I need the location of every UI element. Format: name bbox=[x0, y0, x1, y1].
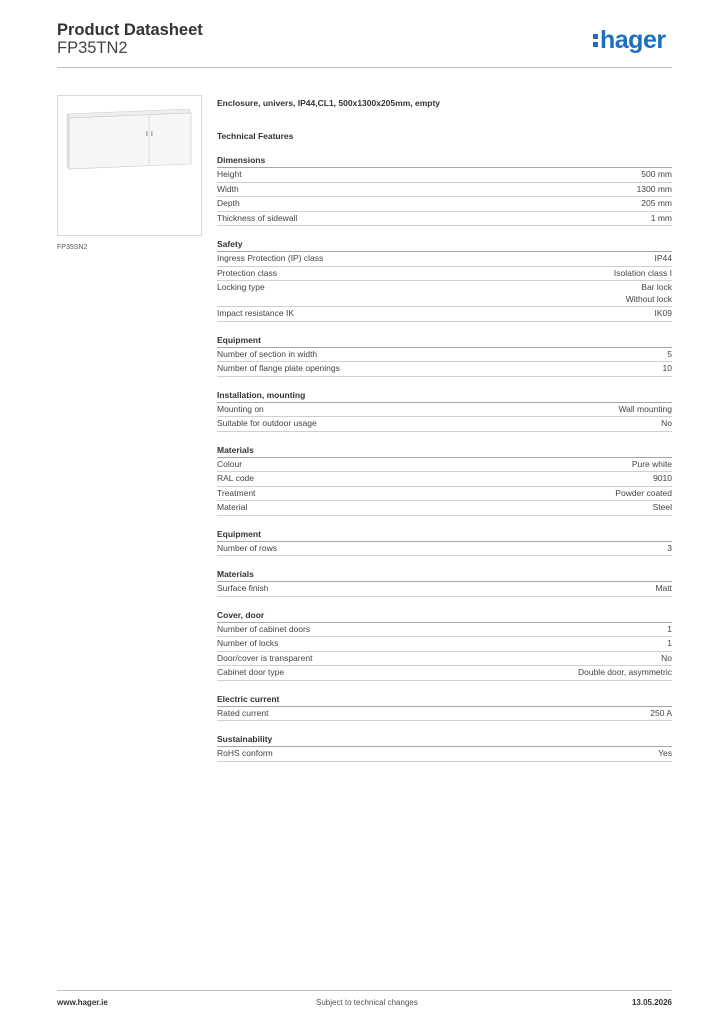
feature-label: Treatment bbox=[217, 487, 256, 498]
feature-value-line: 5 bbox=[667, 348, 672, 359]
product-description: Enclosure, univers, IP44,CL1, 500x1300x205mm, empty bbox=[217, 98, 441, 108]
image-caption: FP35SN2 bbox=[57, 244, 88, 251]
technical-features-title: Technical Features bbox=[217, 131, 294, 141]
feature-row bbox=[217, 666, 672, 681]
feature-row bbox=[217, 542, 672, 557]
feature-value bbox=[641, 169, 672, 181]
feature-row bbox=[217, 472, 672, 487]
feature-value bbox=[667, 624, 672, 636]
feature-row bbox=[217, 501, 672, 516]
feature-section bbox=[217, 528, 672, 557]
feature-row bbox=[217, 458, 672, 473]
feature-value-line: Bar lock bbox=[641, 282, 672, 292]
section-title: Equipment bbox=[217, 334, 672, 348]
feature-value bbox=[663, 363, 672, 375]
feature-sections bbox=[217, 154, 672, 762]
feature-label: Height bbox=[217, 169, 242, 179]
feature-value bbox=[655, 583, 672, 595]
feature-value-line: IP44 bbox=[654, 253, 672, 263]
feature-label: Thickness of sidewall bbox=[217, 212, 298, 223]
feature-label: RAL code bbox=[217, 473, 255, 483]
feature-value-line: 205 mm bbox=[641, 198, 672, 208]
feature-value-line: No bbox=[661, 652, 672, 663]
feature-value-line: 10 bbox=[662, 363, 672, 373]
feature-value bbox=[578, 667, 672, 679]
feature-section bbox=[217, 238, 672, 322]
feature-section bbox=[217, 154, 672, 226]
feature-section bbox=[217, 693, 672, 722]
footer-website[interactable]: www.hager.ie bbox=[57, 998, 108, 1007]
feature-value bbox=[667, 349, 672, 361]
feature-label: Number of flange plate openings bbox=[217, 363, 340, 373]
feature-value bbox=[661, 418, 672, 430]
feature-value bbox=[667, 638, 672, 650]
feature-row bbox=[217, 582, 672, 597]
feature-label: Number of section in width bbox=[217, 348, 318, 359]
header-title: Product Datasheet bbox=[57, 21, 203, 39]
feature-row bbox=[217, 403, 672, 418]
feature-label: Material bbox=[217, 502, 248, 512]
feature-value bbox=[655, 253, 673, 265]
section-title: Electric current bbox=[217, 693, 672, 707]
feature-section bbox=[217, 568, 672, 597]
feature-value-line: Without lock bbox=[625, 293, 672, 304]
feature-row bbox=[217, 197, 672, 212]
feature-label: Rated current bbox=[217, 707, 269, 718]
feature-row bbox=[217, 267, 672, 282]
product-code: FP35TN2 bbox=[57, 39, 128, 57]
feature-label: Ingress Protection (IP) class bbox=[217, 253, 324, 263]
feature-value-line: Powder coated bbox=[615, 487, 672, 498]
feature-section bbox=[217, 733, 672, 762]
footer-divider bbox=[57, 990, 672, 991]
feature-value-line: Yes bbox=[658, 748, 672, 758]
feature-value-line: 3 bbox=[667, 542, 672, 553]
feature-value-line: 1 bbox=[667, 638, 672, 648]
feature-value bbox=[653, 473, 672, 485]
feature-row bbox=[217, 652, 672, 667]
product-image bbox=[57, 95, 202, 236]
feature-label: Colour bbox=[217, 458, 243, 469]
feature-value bbox=[637, 184, 672, 196]
feature-label: Suitable for outdoor usage bbox=[217, 418, 317, 428]
feature-row bbox=[217, 348, 672, 363]
feature-label: Surface finish bbox=[217, 583, 269, 593]
hager-logo[interactable] bbox=[593, 26, 666, 55]
feature-value bbox=[653, 502, 672, 514]
feature-row bbox=[217, 168, 672, 183]
feature-row bbox=[217, 637, 672, 652]
feature-value-line: 1 mm bbox=[650, 212, 672, 223]
feature-section bbox=[217, 389, 672, 432]
feature-label: Mounting on bbox=[217, 403, 264, 414]
feature-row bbox=[217, 281, 672, 307]
feature-value bbox=[626, 282, 672, 305]
section-title: Safety bbox=[217, 238, 672, 252]
feature-value bbox=[667, 543, 672, 555]
feature-value-line: 250 A bbox=[650, 707, 672, 718]
section-title: Installation, mounting bbox=[217, 389, 672, 403]
feature-section bbox=[217, 609, 672, 681]
feature-row bbox=[217, 252, 672, 267]
feature-value bbox=[651, 213, 672, 225]
feature-label: Number of rows bbox=[217, 542, 277, 553]
feature-value-line: Pure white bbox=[631, 458, 672, 469]
header-divider bbox=[57, 67, 672, 68]
feature-row bbox=[217, 212, 672, 227]
footer-date: 13.05.2026 bbox=[631, 998, 672, 1007]
feature-value-line: 1300 mm bbox=[636, 183, 672, 194]
feature-value bbox=[632, 459, 672, 471]
technical-content bbox=[217, 96, 672, 762]
feature-value bbox=[614, 268, 672, 280]
feature-section bbox=[217, 444, 672, 516]
feature-row bbox=[217, 183, 672, 198]
feature-label: Impact resistance IK bbox=[217, 308, 295, 318]
feature-row bbox=[217, 487, 672, 502]
feature-value bbox=[618, 404, 672, 416]
enclosure-image bbox=[63, 106, 193, 172]
section-title: Cover, door bbox=[217, 609, 672, 623]
section-title: Equipment bbox=[217, 528, 672, 542]
feature-value-line: Wall mounting bbox=[618, 403, 672, 414]
feature-label: Locking type bbox=[217, 282, 265, 292]
feature-section bbox=[217, 334, 672, 377]
feature-label: Protection class bbox=[217, 267, 277, 278]
feature-value-line: 1 bbox=[667, 623, 672, 634]
feature-label: RoHS conform bbox=[217, 748, 273, 758]
feature-row bbox=[217, 623, 672, 638]
feature-value-line: Steel bbox=[652, 502, 672, 512]
feature-value bbox=[658, 748, 672, 760]
feature-value-line: IK09 bbox=[654, 308, 672, 318]
feature-row bbox=[217, 417, 672, 432]
feature-value-line: Isolation class I bbox=[613, 267, 672, 278]
feature-value bbox=[650, 708, 672, 720]
feature-label: Number of cabinet doors bbox=[217, 623, 311, 634]
feature-row bbox=[217, 747, 672, 762]
feature-label: Number of locks bbox=[217, 638, 279, 648]
section-title: Materials bbox=[217, 568, 672, 582]
logo-text: hager bbox=[600, 26, 666, 54]
feature-row bbox=[217, 307, 672, 322]
feature-value-line: 9010 bbox=[653, 473, 672, 483]
section-title: Dimensions bbox=[217, 154, 672, 168]
feature-value bbox=[615, 488, 672, 500]
feature-row bbox=[217, 362, 672, 377]
section-title: Sustainability bbox=[217, 733, 672, 747]
feature-value-line: No bbox=[661, 418, 672, 428]
feature-row bbox=[217, 707, 672, 722]
feature-value-line: 500 mm bbox=[641, 169, 672, 179]
feature-label: Door/cover is transparent bbox=[217, 652, 313, 663]
feature-value bbox=[661, 653, 672, 665]
feature-value-line: Matt bbox=[655, 583, 672, 593]
feature-value bbox=[641, 198, 672, 210]
footer-notice: Subject to technical changes bbox=[316, 998, 418, 1007]
feature-label: Cabinet door type bbox=[217, 667, 285, 677]
feature-label: Depth bbox=[217, 198, 240, 208]
feature-label: Width bbox=[217, 183, 239, 194]
feature-value bbox=[655, 308, 673, 320]
feature-value-line: Double door, asymmetric bbox=[577, 667, 672, 677]
section-title: Materials bbox=[217, 444, 672, 458]
logo-dots-icon bbox=[593, 33, 598, 49]
